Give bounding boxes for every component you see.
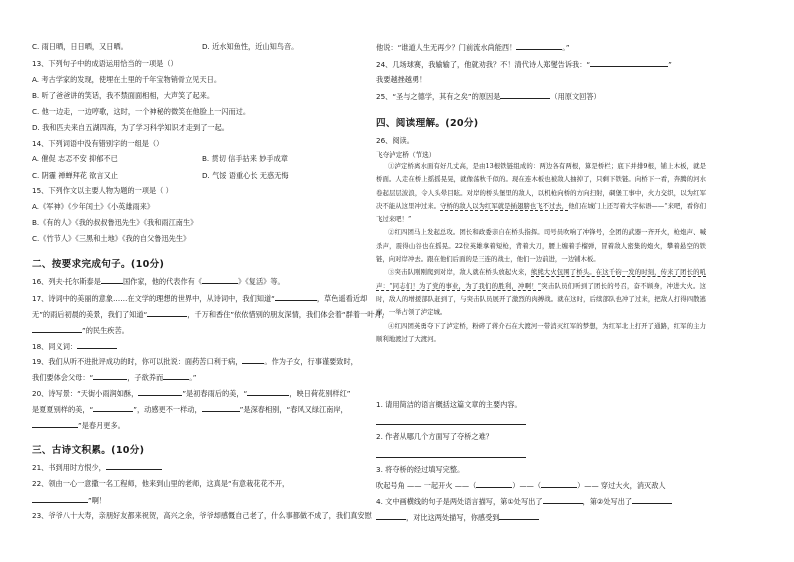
q14-option-d: D. 气馁 语重心长 无惑无悔 <box>202 171 289 180</box>
passage-title: 飞夺泸定桥（节选） <box>376 151 436 159</box>
reading-question-1: 1. 请用简洁的语言概括这篇文章的主要内容。 <box>376 400 522 409</box>
q13-option-d: D. 我和匹夫来自五湖四海，为了学习科学知识才走到了一起。 <box>32 123 229 132</box>
question-24-line1: 24、几场球赛，我输输了，他就劝我？不！清代诗人郑燮告诉我：“ ” <box>376 60 672 69</box>
q13-option-a: A. 考古学家的发现，使埋在土里的千年宝物销骨立见天日。 <box>32 75 222 84</box>
underlined-sentence: 熊熊大火包围了桥头。在这千钧一发的时刻，传来了团长的吼声：“同志们！为了党的事业，为了我们的胜利，冲啊！” <box>376 268 707 290</box>
section-4-heading: 四、阅读理解。(20分) <box>376 118 479 129</box>
question-22-line1: 22、领由一心一意撒一名工程师，他来到山里的老师，这真是“有意栽花花不开， <box>32 479 290 488</box>
question-16: 16、列夫·托尔斯泰是 国作家，他的代表作有《 》《复活》等。 <box>32 277 285 286</box>
reading-question-4-line2: ，对比这两处描写，你感受到 <box>376 512 539 522</box>
section-2-heading: 二、按要求完成句子。(10分) <box>32 259 165 270</box>
question-19-line2: 我们要体会父母：“ ，子欲养而 。” <box>32 373 197 382</box>
question-13: 13、下列句子中的成语运用恰当的一项是（） <box>32 59 178 68</box>
reading-passage <box>376 160 706 346</box>
question-20-line1: 20、诗写景：“天街小雨润如酥， ”是初春雨后的美，“ ，映日荷花别样红” <box>32 389 351 398</box>
question-22-line2: ”啊！ <box>32 495 106 505</box>
q12-option-c: C. 雨日晒，日日晒，又日晒。 <box>32 42 128 51</box>
question-15: 15、下列作文以主要人物为题的一项是（ ） <box>32 186 173 195</box>
section-3-heading: 三、古诗文积累。(10分) <box>32 445 145 456</box>
answer-line[interactable] <box>376 456 526 458</box>
q14-option-b: B. 贯切 信手拈来 妙手成章 <box>202 154 288 163</box>
q14-option-c: C. 阴霾 禅蝉拜花 欲言又止 <box>32 171 119 180</box>
question-17-line3: ”的民生疾苦。 <box>32 325 129 335</box>
question-20-line2: 是夏夏别样的美，“ ”，动感更不一样动， ”是深春相别，“春风又绿江南岸， <box>32 405 348 414</box>
question-23-continued: 他说：“谁道人生无再少？门前流水尚能西！ 。” <box>376 43 570 52</box>
question-23: 23、爷爷八十大寿，亲朋好友都来祝贺，高兴之余，爷爷却感慨自己老了，什么事都做不成了，我们真安慰 <box>32 511 372 520</box>
question-17-line2: 无”的雨后初晨的美景，我们了知道“ ，千万和香住”依依惜别的朋友深情，我们体会着“群着一叶舟， <box>32 310 389 319</box>
paragraph-2: ②红四团马上发起总攻。团长和政委亲自在桥头指挥。司号员吹响了冲锋号，全团的武器一齐开火，枪炮声、喊杀声，震得山谷也在摇晃。22位英雄拿着短枪，背着大刀，腰上缠着手榴弹，冒着敌人密集的炮火，攀着悬空的铁链，向对岸冲去。跟在他们后面的是三连的战士，他们一边前进，一边铺木板。 <box>376 228 706 264</box>
paragraph-4: ④红四团英勇夺下了泸定桥，粉碎了蒋介石在大渡河一带消灭红军的梦想，为红军北上打开了通路，红军的主力顺利地渡过了大渡河。 <box>376 321 706 343</box>
question-19-line1: 19、我们从听不进批评成功的时，你可以批说：面药苦口利于病， 。作为子女，行事谨要致时， <box>32 357 358 366</box>
q15-option-c: C.《竹节人》《三黑和土地》《我的自父鲁迅先生》 <box>32 234 191 243</box>
question-25: 25、“圣与之德学，其有之矣”的原因是 （用原文回答） <box>376 92 601 101</box>
question-24-line2: 我要越挫越勇！ <box>376 75 427 84</box>
reading-question-3: 3. 将夺桥的经过填写完整。 <box>376 465 465 474</box>
q13-option-b: B. 听了爸爸讲的笑话，我不禁面面相相，大声笑了起来。 <box>32 91 215 100</box>
reading-question-3-chain: 吹起号角 —— 一起开火 ——（ ）——（ ）—— 穿过大火，消灭敌人 <box>376 481 666 490</box>
paragraph-3: ③突击队刚刚爬到对岸，敌人就在桥头放起火来，熊熊大火包围了桥头。在这千钧一发的时刻，传来了团长的吼声：“同志们！为了党的事业，为了我们的胜利，冲啊！”突击队员们听到了团长的号召，奋不顾身，冲进大火。这时，敌人的增援部队赶到了，与突击队员展开了激烈的肉搏战。就在这时，后续部队也冲了过来，把敌人打得四散逃窜，一举占领了泸定城。 <box>376 268 707 317</box>
question-20-line3: ”是春月更多。 <box>32 420 125 430</box>
question-17-line1: 17、诗词中的美丽的意象……在文学的理想的世界中，从诗词中，我们知道“ ，草色遥看近却 <box>32 294 368 303</box>
q14-option-a: A. 催促 志忑不安 抑郁不已 <box>32 154 118 163</box>
q15-option-b: B.《有的人》《我的叔叔鲁迅先生》《我和雨江南生》 <box>32 218 198 227</box>
underlined-sentence: 守桥的敌人以为红军就是插翅膀也飞不过去， <box>440 201 569 210</box>
reading-question-4-line1: 4. 文中画横线的句子是两处语言描写，第①处写出了 ，第②处写出了 <box>376 496 672 506</box>
question-26: 26、阅读。 <box>376 136 414 145</box>
question-14: 14、下列词语中没有错别字的一组是（） <box>32 139 164 148</box>
q15-option-a: A.《军神》《少年闰土》《小英雄雨来》 <box>32 202 155 211</box>
question-18: 18、同义词： <box>32 341 117 351</box>
q12-option-d: D. 近水知鱼性，近山知鸟音。 <box>202 42 299 51</box>
question-21: 21、书到用时方恨少， <box>32 462 162 472</box>
q13-option-c: C. 他一边走，一边哼歌，这时，一个神秘的微笑在他脸上一闪而过。 <box>32 107 251 116</box>
answer-line[interactable] <box>376 423 526 425</box>
reading-question-2: 2. 作者从哪几个方面写了夺桥之难？ <box>376 432 493 441</box>
paragraph-1: ①泸定桥离水面有好几丈高，是由13根铁链组成的：两边各有两根，算是桥栏；底下并排9根，铺上木板，就是桥面。人走在桥上摇摇晃晃，就像荡秋千似的。现在连木板也被敌人抽掉了，只剩下铁链。向桥下一看，奔腾的河水卷起层层波浪，令人头晕目眩。对岸的桥头堡里的敌人，以机枪向桥的方向扫射，碉堡工事中，火力交织，以为红军决不能从这里冲过来。守桥的敌人以为红军就是插翅膀也飞不过去，他们在城门上还写着大字标语——“来吧，看你们飞过来吧！” <box>376 162 706 224</box>
